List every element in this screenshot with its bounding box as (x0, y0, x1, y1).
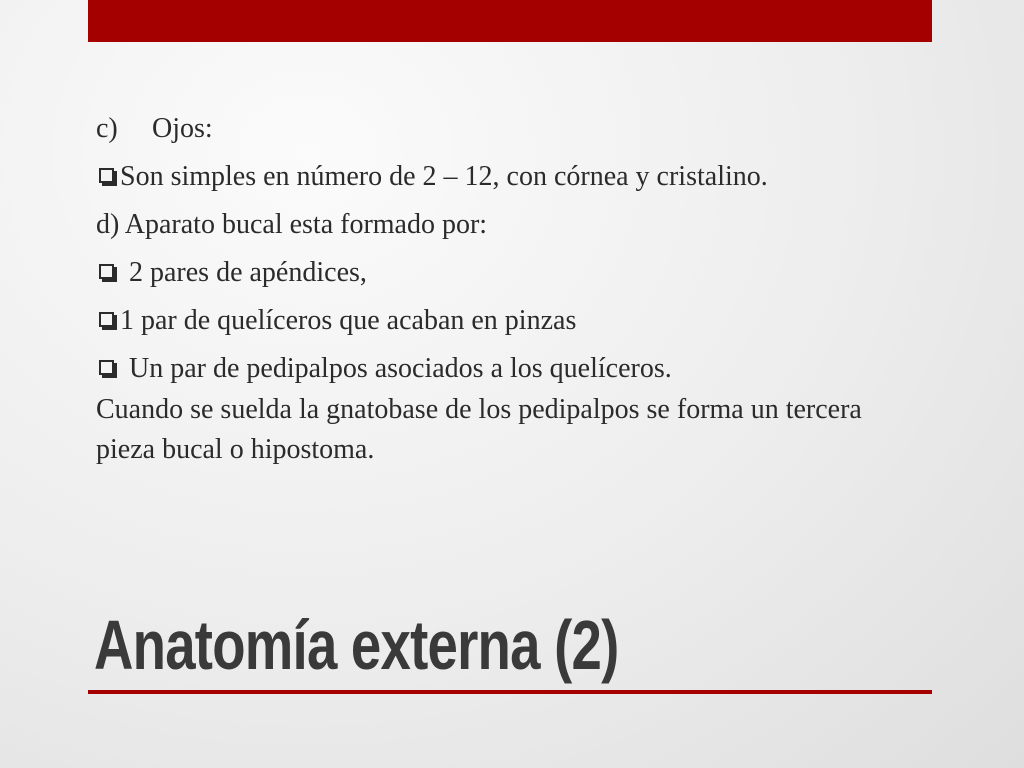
bullet-text-2: 2 pares de apéndices, (129, 257, 367, 288)
bullet-item-3 (96, 300, 916, 342)
checkbox-square-icon (96, 310, 120, 332)
checkbox-square-icon (96, 262, 120, 284)
slide-body (96, 108, 916, 470)
list-text-d: d) Aparato bucal esta formado por: (96, 209, 488, 240)
bullet-item-2 (96, 252, 916, 294)
bullet-item-4 (96, 348, 916, 390)
top-accent-bar (88, 0, 932, 42)
slide-title: Anatomía externa (2) (94, 606, 619, 684)
bullet-text-3: 1 par de quelíceros que acaban en pinzas (120, 305, 577, 336)
bullet-text-4: Un par de pedipalpos asociados a los quelíceros. (129, 353, 672, 384)
title-underline (88, 690, 932, 694)
checkbox-square-icon (96, 358, 120, 380)
list-label-c: c) (96, 113, 118, 144)
checkbox-square-icon (96, 166, 120, 188)
paragraph-text: Cuando se suelda la gnatobase de los pedipalpos se forma un tercera pieza bucal o hipostoma. (96, 394, 862, 465)
bullet-item-1 (96, 156, 916, 198)
bullet-text-1: Son simples en número de 2 – 12, con córnea y cristalino. (120, 161, 768, 192)
list-text-c: Ojos: (152, 113, 213, 144)
list-item-c (96, 108, 916, 150)
list-item-d (96, 204, 916, 246)
